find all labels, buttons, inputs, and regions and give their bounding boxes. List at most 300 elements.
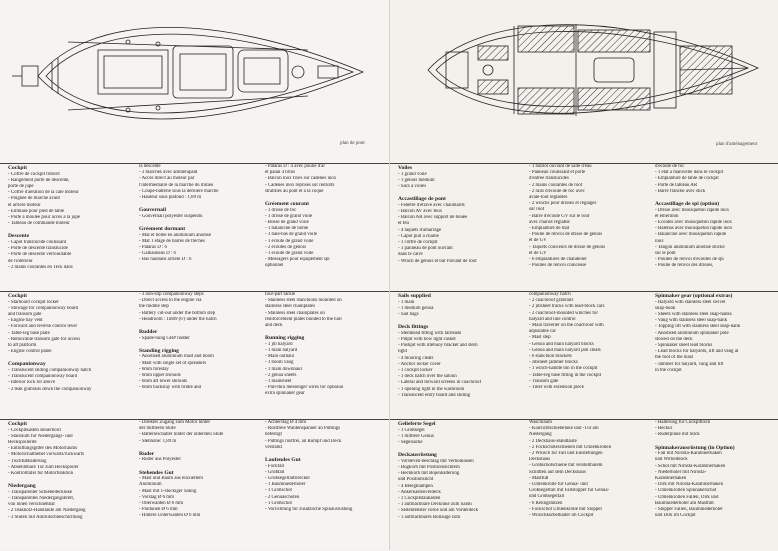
spec-line: - Abnehmbare Tür zum Heckspoiler	[8, 464, 79, 470]
spec-line: et de GV	[529, 238, 547, 244]
section-heading: Sails supplied	[398, 293, 431, 299]
spec-line: und Großsegelfall	[529, 494, 565, 500]
spec-line: - Main traveller on the coachroof with	[529, 323, 604, 329]
spec-line: - Direkter Zugang zum Motor hinter	[139, 420, 211, 425]
spec-line: in the cockpit	[655, 367, 682, 373]
spec-line: - 6 stanchion brackets	[529, 354, 572, 360]
spec-line: Heckspoilerite	[8, 440, 37, 445]
spec-line: stratifiés au pont et à la coque	[265, 188, 324, 194]
column	[139, 420, 262, 520]
spec-line: - Rangement porte de descente,	[8, 177, 70, 183]
spec-line: - 1 état à manivelle dans le cockpit	[655, 170, 724, 176]
spec-line: - 2 jibsheet tracks with lead-block cars	[529, 304, 605, 310]
spec-line: - 6mm upper shrouds	[139, 373, 181, 379]
spec-line: - Motorschalthebel vorwärts/rückwärts	[8, 452, 85, 458]
spec-line: - Emblase pour pied de table	[8, 208, 65, 214]
spec-line: Niedergang	[529, 432, 552, 438]
left-page	[0, 0, 389, 550]
spec-line: - Mât 1 étage de barres de flèches	[139, 238, 205, 244]
spec-line: - Stemhead fitting with fairleads	[398, 330, 462, 336]
spec-line: Karabinerhaken	[655, 476, 687, 482]
spec-line: - Balcon inox fixes sur cadènes inox	[265, 176, 337, 182]
right-page	[389, 0, 778, 550]
spec-line: - Hintere Unterwanten Ø 6 mm	[139, 513, 201, 519]
spec-line: - 2 Genuaschoten	[265, 494, 300, 500]
spec-line: - Emplanture de table de cockpit	[655, 176, 719, 182]
column	[398, 420, 526, 521]
spec-line: - 1 main	[398, 299, 415, 305]
spacer	[655, 195, 777, 200]
spec-line: - 6mm backstay with bridle and	[139, 385, 202, 391]
spec-line: - Cockpitkasten steuerbord	[8, 427, 61, 433]
spec-line: - Pull-thru messenger wires for optional	[265, 385, 344, 391]
spec-line: - Coffre de cockpit tribord	[8, 171, 60, 177]
spec-line: - Genoa and main halyard blocks	[529, 341, 594, 347]
spec-line: - Engine bay vent	[8, 318, 43, 324]
spec-line: - Püttings rostfrei, an Rumpf und Deck	[265, 438, 342, 444]
section-heading: Spinnakerausrüstung (in Option)	[655, 444, 735, 451]
column	[265, 164, 387, 270]
column	[265, 292, 387, 398]
spec-line: - Oberwanten Ø 6 mm	[139, 501, 184, 507]
spec-line: - Vorstag Ø 6 mm	[139, 494, 174, 500]
spacer	[398, 318, 526, 323]
column	[8, 164, 136, 271]
spec-line: - Mât et bôme en aluminium anodisé	[139, 232, 211, 238]
spec-line: four-part tackle	[265, 292, 296, 297]
spec-line: - Fenêtre d'étrave avec chaumards	[398, 202, 465, 208]
spec-line: befestigt	[265, 432, 282, 438]
spec-line: - 1 main downhaul	[265, 366, 302, 372]
spacer	[8, 355, 136, 360]
spec-line: - Porte de descente verrouillable	[8, 252, 72, 258]
column	[529, 164, 652, 269]
spec-line: l'intermédiaire de la marche du milieu	[139, 182, 214, 188]
spacer	[265, 329, 387, 334]
spec-line: - Heckür	[655, 426, 673, 432]
deck-plan-label: plan de pont	[340, 141, 365, 146]
spec-line: et arrière moteur	[8, 202, 41, 208]
spacer	[265, 195, 387, 200]
section-row-en	[0, 291, 389, 420]
spec-line: - 2 rails d'écoute de foc avec	[529, 188, 585, 194]
spec-line: - 1 Großschot	[265, 488, 292, 494]
spacer	[139, 220, 262, 225]
spacer	[139, 201, 262, 206]
spec-line: - Cadènes inox reprises sur renforts	[265, 182, 335, 188]
spec-line: - Poulies de renvoi coinceuse	[529, 263, 587, 269]
section-heading: Rudder	[139, 329, 158, 336]
spec-line: d'entrée translucides	[529, 176, 569, 182]
spec-line: - Hauteur sous plafond : 1,89 m	[139, 195, 202, 201]
section-row-fr	[390, 163, 778, 292]
column	[655, 164, 777, 270]
spec-line: - Starboard cockpit locker	[8, 299, 59, 305]
column	[655, 420, 777, 519]
spec-line: von innen verschließbar	[8, 502, 55, 508]
column	[139, 164, 262, 264]
spec-line: the middle step	[139, 304, 169, 310]
section-heading: Ruder	[139, 450, 155, 457]
spec-line: - Großfall	[265, 469, 285, 475]
spec-line: et de GV	[529, 250, 547, 256]
spec-line: Baumniederholer am Mastfuß	[655, 500, 714, 506]
spec-line: - Mast mit 1-stöckiger Saling	[139, 488, 197, 494]
spec-line: - Niederholer mit Nirosta-	[655, 469, 707, 475]
spec-line: reinforcement plates bonded to the hull	[265, 316, 342, 322]
spec-line: snap-hook	[655, 305, 676, 311]
spec-line: - Bugkorb mit Positionslichtern	[398, 465, 460, 470]
spec-line: - 1 Baumniederholer	[265, 482, 306, 488]
section-row-de	[0, 419, 389, 551]
section-heading: Spinnaker gear (optional extras)	[655, 293, 733, 299]
spec-line: - Halebas avec mousqueton rapide inox	[655, 226, 733, 232]
spec-line: - Table-leg base fitting in the cockpit	[529, 372, 602, 378]
spec-line: sur le pont	[655, 251, 676, 257]
spec-line: - 2 genoa sheets	[265, 372, 297, 378]
spec-line: - Stopper Fallen, Baumniederholer	[655, 507, 723, 513]
spec-line: - Spinnaker sheet lead blocks	[655, 343, 713, 349]
spec-line: - 1 Großschot	[265, 500, 292, 506]
spec-line: - Gouvernail polyester suspendu	[139, 213, 203, 219]
spec-line: - Genoa and main halyard jam cleats	[529, 347, 601, 353]
spec-line: - Segelsäcke	[398, 440, 423, 445]
spec-line: - Direct access to the engine via	[139, 298, 202, 304]
spec-line: - Capot puit à chaîne	[398, 233, 439, 239]
spec-line: - 1 opening light in the washroom	[398, 386, 465, 392]
spec-line: - Accès direct au moteur par	[139, 176, 195, 182]
spacer	[398, 446, 526, 451]
spec-line: Aluminium	[139, 482, 162, 488]
spec-line: - Main outhaul	[265, 354, 295, 360]
spec-line: - Coupe-batterie sous la dernière marche	[139, 188, 219, 194]
spec-line: - Winschkurbelhalter im Cockpit	[529, 513, 594, 519]
spacer	[655, 439, 777, 444]
section-heading: Standing rigging	[139, 347, 179, 354]
spec-line: Großsegelfall mit Fallstopper für Genua-	[529, 488, 610, 494]
spec-line: und Positionslicht	[398, 477, 434, 483]
spec-line: - Dirk mit Nirosta-Karabinerhaken	[655, 482, 724, 488]
spec-line: - Panneau coulissant et porte	[529, 170, 586, 176]
spec-line: - Tableau de commande moteur	[8, 221, 70, 227]
spec-line: - Forward and reverse control lever	[8, 324, 78, 330]
column	[265, 420, 387, 513]
spacer	[8, 227, 136, 232]
column	[139, 292, 262, 392]
spacer	[139, 445, 262, 450]
section-heading: Niedergang	[8, 483, 36, 490]
spec-line: - Tangon aluminium anodisé stocké	[655, 244, 725, 250]
spec-line: - Vorrichtung für zusätzliche Spinausrüstung	[265, 507, 353, 513]
spec-line: - Translucent entry board and sliding	[398, 392, 471, 398]
spec-line: - Anchor locker cover	[398, 361, 441, 367]
spec-line: - Mast step	[529, 335, 551, 341]
spec-line: - Stauraum für Niedergangs- und	[8, 433, 73, 439]
spec-line: - 1 hale-bas de grand voile	[265, 232, 318, 238]
spec-line: - Balcon AV avec feux	[398, 209, 443, 214]
spec-line: - Transparentes Niedergangsbrett,	[8, 496, 75, 502]
interior-plan-drawing	[418, 6, 768, 134]
spec-line: - 6mm forestay	[139, 366, 169, 372]
section-heading: Descente	[8, 233, 30, 240]
spec-line: - Porte à moulée pour accès à la jupe	[8, 215, 80, 221]
spec-line: - Anodised aluminium mast and boom	[139, 354, 214, 360]
spacer	[8, 477, 136, 482]
spec-line: avec chariot réglable	[529, 219, 570, 225]
spec-line: - Mast with single set of spreaders	[139, 360, 207, 366]
spec-line: - Umlenkrolle für Genua- und	[529, 482, 588, 488]
spec-line: - 2 winchs pour drisses et réglages	[529, 201, 597, 207]
spec-line: Waschraum	[529, 420, 552, 425]
section-heading: Gouvernail	[139, 207, 167, 214]
spec-line: - Galhaubans D : 6	[139, 251, 176, 257]
spec-line: - Fockfall	[265, 463, 285, 469]
spec-line: - 4 mooring cleats	[398, 355, 434, 361]
spec-line: - Messagers pour équipement spi	[265, 257, 330, 263]
spec-line: - Schot mit Nirosta-Karabinerhaken	[655, 463, 726, 469]
spec-line: - Stowage for companionway board	[8, 305, 79, 311]
spec-line: - Capot translucide coulissant	[8, 240, 66, 246]
column	[8, 420, 136, 521]
section-heading: Gelieferte Segel	[398, 421, 436, 427]
spec-line: und Wirbelblock	[655, 457, 688, 463]
spec-line: - Taquets coinceurs de drisse de génois	[529, 244, 606, 250]
spec-line: - 1 medium genoa	[398, 305, 434, 311]
spec-line: - Porte de descente translucide	[8, 246, 68, 252]
spec-line: - Jibsheet jammer blocks	[529, 360, 578, 366]
spec-line: - Écoutes avec mousqueton rapide inox	[655, 220, 733, 226]
spec-line: und Dirk im Cockpit	[655, 513, 696, 519]
spec-line: - Vang with stainless steel snap-hank	[655, 318, 728, 324]
column	[398, 292, 526, 399]
column	[8, 292, 136, 393]
spec-line: - 1 mainsheet	[265, 379, 292, 385]
section-heading: Cockpit	[8, 421, 27, 427]
spec-line: companionway hatch	[529, 292, 571, 297]
spec-line: halyard and line control	[529, 316, 576, 322]
spec-line: - Sheets with stainless steel snap-hanks	[655, 312, 732, 317]
spec-line: - Interior lock for above	[8, 380, 55, 386]
spec-line: - Emplanture de mât	[529, 226, 570, 232]
spec-line: - 1 aufmachbare Deckluke zum Salon	[398, 502, 472, 508]
spec-line: - Engine control panel	[8, 349, 52, 355]
spec-line: - Poignée de marche avant	[8, 196, 60, 202]
section-heading: Cockpit	[8, 165, 27, 171]
spec-line: - Spade-hung GRP rudder	[139, 335, 190, 341]
interior-plan-label: plan d'aménagement	[716, 142, 758, 147]
spec-line: - 1 cockpit locker	[398, 368, 433, 374]
spec-line: stowed on the deck	[655, 336, 693, 342]
spec-line: verstärkt	[265, 444, 283, 450]
spec-line: and transom gate	[8, 312, 42, 317]
spec-line: - Rostfreie Wantenspanner an Püttings	[265, 426, 341, 432]
spec-line: - Pardunen Ø 6 mm	[139, 507, 178, 513]
spec-line: - Halterung für Cockpittisch	[655, 420, 711, 425]
spec-line: - Kontrolltafel für Motorfunktion	[8, 471, 74, 477]
spec-line: - 2 Winsch für Fall und Einstellungen	[529, 451, 603, 457]
spec-line: - 4 Belegklampen	[398, 483, 433, 489]
section-heading: Accastillage de spi (option)	[655, 201, 720, 208]
section-heading: Accastillage de pont	[398, 196, 446, 203]
spec-line: - Tiller with extension piece	[529, 385, 584, 391]
spacer	[398, 190, 526, 195]
spec-line: - Sail bags	[398, 312, 419, 317]
spec-line: - Fall mit Nirosta-Karabinerhaken	[655, 451, 722, 457]
spec-line: - Jammer for halyard, vang and lift	[655, 361, 724, 367]
spec-line: - 2 Deckhaus-Handläufe	[529, 438, 577, 444]
spec-line: extra spinnaker gear	[265, 391, 305, 397]
spec-line: - 2 mains courantes de roof	[529, 182, 583, 188]
spec-line: - 1 hublot ouvrant de salle d'eau	[529, 164, 592, 169]
spec-line: - Umlenkrollen Spinnakerschot	[655, 488, 717, 494]
spec-line: - 1 winch-handle bin in the cockpit	[529, 366, 598, 372]
spec-line: - 2 Fockschoteschienen mit Umlenkrollen	[529, 444, 612, 450]
section-heading: Cockpit	[8, 293, 27, 299]
spec-line: - 3 marches avec antidérapant	[139, 170, 198, 176]
section-heading: Deckausrüstung	[398, 452, 437, 459]
spec-line: - Großsegelfaltstrecker	[265, 476, 310, 482]
deck-plan-drawing	[8, 2, 370, 140]
spec-line: - 1 drisse de grand voile	[265, 213, 313, 219]
spec-line: - Halyard with stainless steel swivel	[655, 299, 726, 305]
spec-line: dans le carré	[398, 252, 423, 258]
spec-line: - Balcon AR avec support de bouée	[398, 215, 468, 221]
spec-line: - Transom gate	[529, 378, 559, 384]
spacer	[139, 323, 262, 328]
spec-line: - Porte de tableau AR	[655, 182, 698, 188]
column	[655, 292, 777, 374]
spec-line: - Topping lift with stainless steel snap-hank	[655, 324, 741, 330]
spec-line: - Ruderpinne mit Stick	[655, 432, 700, 438]
spec-line: la descente	[139, 164, 161, 169]
spec-line: Deckshaus	[529, 457, 551, 463]
section-heading: Companionway	[8, 361, 46, 368]
spec-line: optionnel	[265, 263, 284, 269]
spec-line: porte de jupe	[8, 184, 34, 189]
spec-line: - Stainless steel stanchions mounted on	[265, 298, 342, 304]
section-row-de	[390, 419, 778, 551]
spacer	[139, 342, 262, 347]
spec-line: - 1 mittlere Genua	[398, 433, 434, 439]
section-heading: Running rigging	[265, 335, 305, 342]
spec-line: - Tischfußhalterung	[8, 458, 47, 464]
spec-line: - Sacs à voiles	[398, 184, 427, 189]
spec-line: the foot of the mast	[655, 355, 694, 361]
spec-line: stainless steel chainplates	[265, 304, 315, 310]
spec-line: - 4 taquets d'amarrage	[398, 227, 442, 233]
spec-line: - Mastfuß	[529, 475, 549, 481]
spec-line: der mittleren Stufe	[139, 426, 176, 432]
section-heading: Voiles	[398, 165, 413, 171]
spec-line: - Achterstag Ø 4 mm	[265, 420, 307, 425]
spec-line: light	[398, 349, 407, 355]
spec-line: - 2 coachroof grabrails	[529, 298, 574, 304]
spec-line: and deck	[265, 323, 283, 329]
spec-line: - Transparenter Schiebedeckluke	[8, 489, 73, 495]
spec-line: - 2 Teakholz-Handläufe am Niedergang	[8, 508, 86, 514]
spec-line: - Stainless steel chainplates on	[265, 310, 325, 316]
spec-line: - Klarsichtschiebeluke und -Tür am	[529, 426, 599, 432]
spec-line: - Bosse de grand voile	[265, 220, 309, 226]
section-heading: Deck fittings	[398, 324, 429, 331]
spec-line: - 6mm aft lower shrouds	[139, 379, 188, 385]
spec-line: - 2 teak grabrails down the companionway	[8, 386, 92, 392]
spec-line: - Balancine avec mousqueton rapide	[655, 232, 727, 238]
spec-line: - Entlüftungsgitter des Motorraums	[8, 446, 78, 452]
spec-line: - 1 panneau de pont ouvrant	[398, 246, 453, 252]
spec-line: - Mast und Baum aus eloxiertem	[139, 476, 203, 482]
spec-line: - 1 balancine de bôme	[265, 226, 309, 232]
spacer	[139, 464, 262, 469]
spec-line: - Poulie de renvoi des drisses,	[655, 263, 714, 269]
spec-line: - 3 Stufen mit Antirutschbeschichtung	[8, 514, 83, 520]
spec-line: - 1 Cockpitstaukasten	[398, 496, 441, 502]
spec-line: - Winch de génois et bar Paviant de roof	[398, 258, 477, 264]
spec-line: et feu	[398, 221, 409, 227]
spec-line: - Translucent sliding companionway hatch	[8, 368, 92, 374]
spec-line: inox	[655, 238, 664, 244]
spec-line: - 1 drisse de foc	[265, 207, 297, 213]
spec-line: - 1 coffre de cockpit	[398, 240, 438, 246]
spec-line: - Coffre d'aération de la cale moteur	[8, 190, 79, 196]
section-heading: Gréement courant	[265, 201, 309, 208]
spec-line: - Pulpit with bow light casket	[398, 337, 456, 342]
spec-line: - Pataras D : 4 avec poulie d'ar	[265, 164, 325, 169]
spec-line: - 2 mains courantes en Teck dans	[8, 264, 73, 270]
section-row-fr	[0, 163, 389, 292]
spec-line: et émerillon	[655, 213, 679, 219]
spec-line: - Drisse avec mousqueton rapide inox	[655, 207, 730, 213]
spec-line: - 1 main halyard	[265, 348, 298, 354]
spec-line: adjustable car	[529, 329, 557, 335]
spec-line: - Batterieschalter hinter der untersten Stufe	[139, 432, 224, 438]
spec-line: d'écoute de foc	[655, 164, 685, 169]
spec-line: - Pataras D : 6	[139, 245, 167, 251]
spec-line: - Poulie de renvoi de drisse de génois	[529, 232, 603, 238]
section-heading: Gréement dormant	[139, 226, 186, 233]
spec-line: - 6 emplantures de chandelier	[529, 257, 587, 263]
spec-line: - Translucent companionway board	[8, 374, 78, 380]
spec-line: - Barre d'écoute GV sur le roof	[529, 213, 590, 219]
section-heading: Stehendes Gut	[139, 469, 174, 476]
spec-line: - Seitenfenster vorne und am Vorderdeck	[398, 508, 479, 514]
spec-line: sur roof	[529, 207, 545, 213]
spec-line: - Umlenkrollen Fallen, Dirk und	[655, 494, 719, 500]
column	[398, 164, 526, 265]
spec-line: - Pushpit with lifebuoy bracket and stern	[398, 343, 478, 349]
section-heading: Laufendes Gut	[265, 457, 301, 464]
spec-line: - 2 écoutes de génois	[265, 244, 307, 250]
section-row-en	[390, 291, 778, 420]
spec-line: - Table-leg base plate	[8, 330, 50, 336]
spec-line: - 3 non-slip companionway steps	[139, 292, 204, 297]
spec-line: - 1 écoute de grand voile	[265, 251, 314, 257]
spec-line: - Großschotschiene mit verstellbarem	[529, 463, 603, 469]
spec-line: to aft platform	[8, 343, 37, 349]
spec-line: - 1 jib halyard	[265, 341, 293, 347]
spec-line: - Ruder aus Polyester	[139, 457, 181, 463]
spec-line: - 1 boom vang	[265, 360, 294, 366]
spec-line: - Anodised aluminium spinnaker pole	[655, 330, 729, 336]
spec-line: - Heckkorb mit Bojenhalterung	[398, 471, 460, 477]
spec-line: - Barre franche avec stick	[655, 188, 706, 194]
spec-line: de l'intérieur	[8, 258, 33, 264]
spec-line: et palan 4 brins	[265, 170, 296, 176]
spec-line: - 2 coachroof-mounted winches for	[529, 310, 598, 316]
spec-line: avale-tout réglables	[529, 195, 568, 201]
spec-line: - Stehhöhe: 1,89 m	[139, 438, 177, 444]
spec-line: - Lead blocks for halyards, lift and vang at	[655, 349, 739, 355]
